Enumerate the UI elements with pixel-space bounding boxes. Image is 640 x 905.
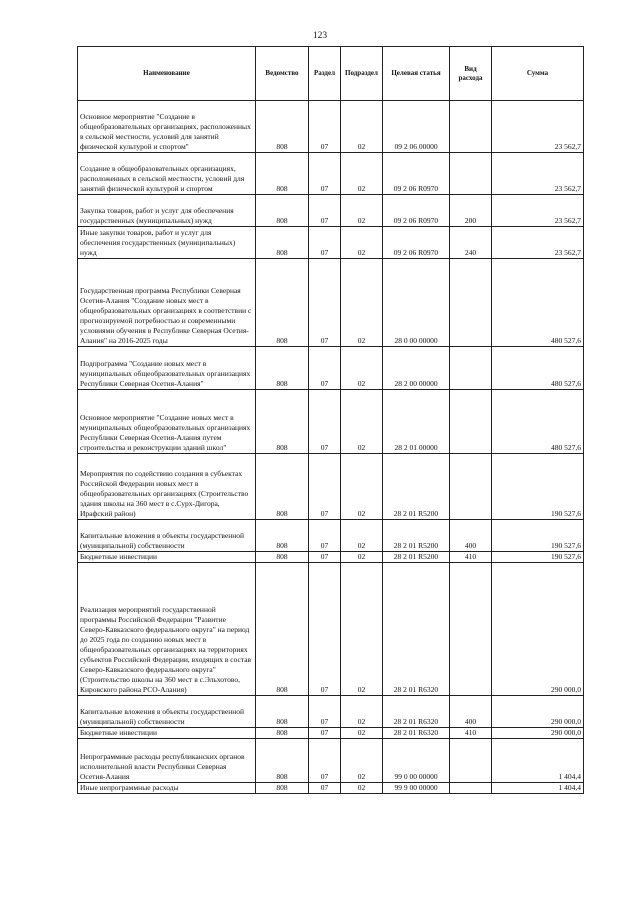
cell-dept: 808 (256, 728, 309, 739)
page-number: 123 (312, 31, 328, 41)
cell-dept: 808 (256, 153, 309, 195)
cell-dept: 808 (256, 696, 309, 728)
cell-section: 07 (309, 153, 341, 195)
cell-dept: 808 (256, 563, 309, 696)
cell-target: 09 2 06 00000 (383, 101, 450, 153)
cell-target: 28 2 01 R6320 (383, 728, 450, 739)
cell-dept: 808 (256, 520, 309, 552)
cell-type: 200 (450, 195, 492, 227)
cell-section: 07 (309, 259, 341, 347)
cell-type: 240 (450, 227, 492, 259)
cell-target: 28 2 01 R5200 (383, 552, 450, 563)
table-row (78, 454, 584, 520)
cell-target: 28 2 01 R5200 (383, 520, 450, 552)
cell-sum: 190 527,6 (492, 520, 584, 552)
cell-name: Основное мероприятие "Создание новых мест в муниципальных общеобразовательных организациях Республики Северная Осетия-Алания путем строительства и реконструкции зданий школ" (78, 390, 256, 454)
cell-type: 410 (450, 728, 492, 739)
cell-sum: 190 527,6 (492, 454, 584, 520)
cell-subsection: 02 (341, 552, 383, 563)
cell-name: Реализация мероприятий государственной программы Российской Федерации "Развитие Северо-Кавказского федерального округа" на период до 2025 года по созданию новых мест в общеобразовательных организациях на территориях субъектов Российской Федерации, входящих в состав Северо-Кавказского федерального округа" (Строительство школы на 360 мест в с.Эльхотово, Кировского района РСО-Алания) (78, 563, 256, 696)
table-row (78, 563, 584, 696)
cell-type: 410 (450, 552, 492, 563)
column-header-target: Целевая статья (383, 47, 450, 101)
cell-target: 09 2 06 R0970 (383, 153, 450, 195)
cell-dept: 808 (256, 227, 309, 259)
cell-sum: 23 562,7 (492, 195, 584, 227)
cell-target: 28 2 01 R5200 (383, 454, 450, 520)
cell-section: 07 (309, 347, 341, 390)
cell-target: 28 2 01 R6320 (383, 563, 450, 696)
cell-target: 09 2 06 R0970 (383, 227, 450, 259)
cell-name: Основное мероприятие "Создание в общеобразовательных организациях, расположенных в сельской местности, условий для занятий физической культурой и спортом" (78, 101, 256, 153)
cell-type (450, 454, 492, 520)
cell-subsection: 02 (341, 101, 383, 153)
cell-section: 07 (309, 227, 341, 259)
cell-dept: 808 (256, 259, 309, 347)
cell-name: Иные непрограммные расходы (78, 783, 256, 794)
cell-subsection: 02 (341, 390, 383, 454)
cell-sum: 290 000,0 (492, 696, 584, 728)
cell-target: 28 2 01 00000 (383, 390, 450, 454)
cell-type (450, 259, 492, 347)
table-row (78, 227, 584, 259)
cell-target: 28 2 01 R6320 (383, 696, 450, 728)
cell-sum: 1 404,4 (492, 739, 584, 783)
cell-target: 99 9 00 00000 (383, 783, 450, 794)
cell-target: 28 2 00 00000 (383, 347, 450, 390)
table-row (78, 390, 584, 454)
cell-dept: 808 (256, 783, 309, 794)
cell-subsection: 02 (341, 259, 383, 347)
cell-type: 400 (450, 520, 492, 552)
cell-subsection: 02 (341, 347, 383, 390)
cell-name: Капитальные вложения в объекты государственной (муниципальной) собственности (78, 696, 256, 728)
table-row (78, 552, 584, 563)
cell-subsection: 02 (341, 454, 383, 520)
cell-type (450, 101, 492, 153)
cell-type (450, 347, 492, 390)
cell-dept: 808 (256, 390, 309, 454)
budget-table (77, 46, 584, 794)
cell-sum: 190 527,6 (492, 552, 584, 563)
cell-sum: 480 527,6 (492, 347, 584, 390)
cell-name: Создание в общеобразовательных организациях, расположенных в сельской местности, условий для занятий физической культурой и спортом (78, 153, 256, 195)
cell-name: Капитальные вложения в объекты государственной (муниципальной) собственности (78, 520, 256, 552)
cell-name: Подпрограмма "Создание новых мест в муниципальных общеобразовательных организациях Республики Северная Осетия-Алания" (78, 347, 256, 390)
cell-subsection: 02 (341, 520, 383, 552)
cell-sum: 23 562,7 (492, 227, 584, 259)
cell-dept: 808 (256, 195, 309, 227)
table-header-row (78, 47, 584, 101)
cell-section: 07 (309, 696, 341, 728)
table-row (78, 153, 584, 195)
table-row (78, 259, 584, 347)
cell-type (450, 783, 492, 794)
column-header-type: Вид расхода (450, 47, 492, 101)
column-header-dept: Ведомство (256, 47, 309, 101)
cell-subsection: 02 (341, 227, 383, 259)
column-header-subsection: Подраздел (341, 47, 383, 101)
table-row (78, 728, 584, 739)
cell-subsection: 02 (341, 195, 383, 227)
cell-type (450, 739, 492, 783)
cell-sum: 480 527,6 (492, 390, 584, 454)
cell-name: Непрограммные расходы республиканских органов исполнительной власти Республики Северная Осетия-Алания (78, 739, 256, 783)
cell-dept: 808 (256, 552, 309, 563)
cell-name: Иные закупки товаров, работ и услуг для обеспечения государственных (муниципальных) нужд (78, 227, 256, 259)
cell-section: 07 (309, 101, 341, 153)
table-row (78, 783, 584, 794)
cell-section: 07 (309, 390, 341, 454)
cell-name: Государственная программа Республики Северная Осетия-Алания "Создание новых мест в общеобразовательных организациях в соответствии с прогнозируемой потребностью и современными условиями обучения в Республике Северная Осетия-Алания" на 2016-2025 годы (78, 259, 256, 347)
cell-name: Мероприятия по содействию создания в субъектах Российской Федерации новых мест в общеобразовательных организациях (Строительство здания школы на 360 мест в с.Сурх-Дигора, Ирафский район) (78, 454, 256, 520)
cell-dept: 808 (256, 347, 309, 390)
table-row (78, 696, 584, 728)
table-row (78, 195, 584, 227)
cell-dept: 808 (256, 101, 309, 153)
table-row (78, 347, 584, 390)
column-header-name: Наименование (78, 47, 256, 101)
cell-type (450, 153, 492, 195)
cell-section: 07 (309, 728, 341, 739)
cell-target: 09 2 06 R0970 (383, 195, 450, 227)
cell-type (450, 563, 492, 696)
cell-dept: 808 (256, 739, 309, 783)
cell-sum: 290 000,0 (492, 563, 584, 696)
table-row (78, 739, 584, 783)
cell-sum: 480 527,6 (492, 259, 584, 347)
cell-subsection: 02 (341, 696, 383, 728)
cell-subsection: 02 (341, 728, 383, 739)
cell-section: 07 (309, 783, 341, 794)
cell-target: 99 0 00 00000 (383, 739, 450, 783)
cell-sum: 23 562,7 (492, 153, 584, 195)
cell-type (450, 390, 492, 454)
cell-section: 07 (309, 520, 341, 552)
table-row (78, 101, 584, 153)
cell-section: 07 (309, 195, 341, 227)
column-header-section: Раздел (309, 47, 341, 101)
cell-name: Бюджетные инвестиции (78, 728, 256, 739)
cell-name: Закупка товаров, работ и услуг для обеспечения государственных (муниципальных) нужд (78, 195, 256, 227)
cell-section: 07 (309, 563, 341, 696)
column-header-sum: Сумма (492, 47, 584, 101)
cell-dept: 808 (256, 454, 309, 520)
cell-name: Бюджетные инвестиции (78, 552, 256, 563)
cell-sum: 290 000,0 (492, 728, 584, 739)
cell-section: 07 (309, 739, 341, 783)
table-row (78, 520, 584, 552)
cell-sum: 23 562,7 (492, 101, 584, 153)
cell-section: 07 (309, 454, 341, 520)
cell-target: 28 0 00 00000 (383, 259, 450, 347)
cell-sum: 1 404,4 (492, 783, 584, 794)
cell-section: 07 (309, 552, 341, 563)
cell-subsection: 02 (341, 563, 383, 696)
cell-subsection: 02 (341, 153, 383, 195)
cell-subsection: 02 (341, 739, 383, 783)
cell-type: 400 (450, 696, 492, 728)
cell-subsection: 02 (341, 783, 383, 794)
